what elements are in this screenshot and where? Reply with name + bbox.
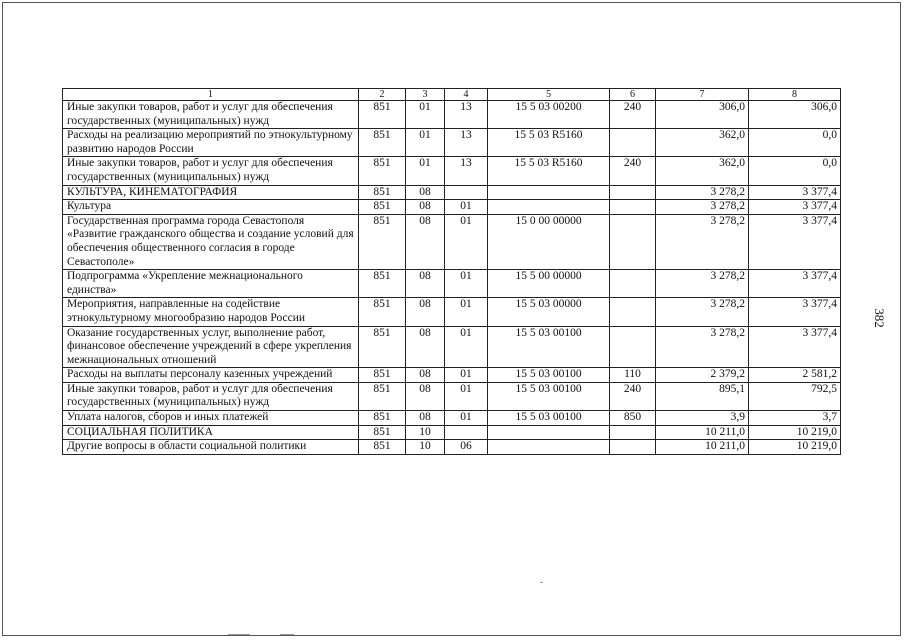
cell-subsection: 13 (445, 101, 488, 129)
row-name: Культура (63, 200, 359, 215)
column-number: 8 (749, 89, 841, 101)
cell-target-article: 15 5 00 00000 (488, 270, 610, 298)
table-row (63, 298, 841, 326)
cell-grbs: 851 (359, 440, 406, 455)
cell-target-article (488, 200, 610, 215)
cell-grbs: 851 (359, 425, 406, 440)
cell-amount-year1: 3 278,2 (656, 185, 749, 200)
column-number: 4 (445, 89, 488, 101)
table-row (63, 270, 841, 298)
cell-subsection: 01 (445, 326, 488, 368)
cell-target-article (488, 440, 610, 455)
cell-subsection: 01 (445, 298, 488, 326)
column-number: 3 (406, 89, 445, 101)
row-name: Иные закупки товаров, работ и услуг для обеспечения государственных (муниципальных) нужд (63, 101, 359, 129)
cell-section: 10 (406, 440, 445, 455)
cell-section: 08 (406, 200, 445, 215)
table-row (63, 200, 841, 215)
cell-grbs: 851 (359, 368, 406, 383)
cell-section: 01 (406, 157, 445, 185)
row-name: Иные закупки товаров, работ и услуг для обеспечения государственных (муниципальных) нужд (63, 382, 359, 410)
cell-expense-type: 240 (610, 157, 656, 185)
cell-expense-type (610, 129, 656, 157)
cell-amount-year1: 306,0 (656, 101, 749, 129)
cell-subsection: 13 (445, 157, 488, 185)
cell-amount-year1: 3 278,2 (656, 270, 749, 298)
cell-subsection: 01 (445, 411, 488, 426)
table-row (63, 382, 841, 410)
column-number: 6 (610, 89, 656, 101)
cell-subsection: 01 (445, 200, 488, 215)
cell-amount-year1: 3,9 (656, 411, 749, 426)
cell-subsection: 01 (445, 214, 488, 269)
table-row (63, 157, 841, 185)
cell-amount-year2: 2 581,2 (749, 368, 841, 383)
cell-expense-type: 240 (610, 382, 656, 410)
cell-grbs: 851 (359, 326, 406, 368)
cell-grbs: 851 (359, 200, 406, 215)
cell-subsection: 01 (445, 382, 488, 410)
cell-expense-type (610, 270, 656, 298)
row-name: СОЦИАЛЬНАЯ ПОЛИТИКА (63, 425, 359, 440)
cell-grbs: 851 (359, 185, 406, 200)
row-name: Расходы на выплаты персоналу казенных учреждений (63, 368, 359, 383)
cell-amount-year2: 3 377,4 (749, 200, 841, 215)
cell-grbs: 851 (359, 214, 406, 269)
cell-subsection: 01 (445, 270, 488, 298)
table-row (63, 326, 841, 368)
cell-amount-year2: 3 377,4 (749, 326, 841, 368)
scan-speck (280, 634, 294, 635)
cell-amount-year1: 3 278,2 (656, 214, 749, 269)
cell-amount-year1: 362,0 (656, 157, 749, 185)
cell-target-article: 15 5 03 R5160 (488, 157, 610, 185)
cell-amount-year2: 10 219,0 (749, 425, 841, 440)
cell-section: 08 (406, 185, 445, 200)
table-row (63, 411, 841, 426)
cell-grbs: 851 (359, 157, 406, 185)
column-number: 7 (656, 89, 749, 101)
cell-subsection: 13 (445, 129, 488, 157)
cell-section: 10 (406, 425, 445, 440)
cell-target-article: 15 5 03 00100 (488, 326, 610, 368)
row-name: Уплата налогов, сборов и иных платежей (63, 411, 359, 426)
cell-expense-type (610, 440, 656, 455)
cell-target-article: 15 5 03 00100 (488, 368, 610, 383)
row-name: Другие вопросы в области социальной политики (63, 440, 359, 455)
row-name: Мероприятия, направленные на содействие этнокультурному многообразию народов России (63, 298, 359, 326)
cell-subsection (445, 185, 488, 200)
cell-expense-type: 240 (610, 101, 656, 129)
cell-expense-type (610, 185, 656, 200)
cell-expense-type: 110 (610, 368, 656, 383)
cell-section: 08 (406, 368, 445, 383)
cell-amount-year1: 3 278,2 (656, 326, 749, 368)
row-name: Государственная программа города Севастополя «Развитие гражданского общества и создание условий для обеспечения общественного согласия в городе Севастополе» (63, 214, 359, 269)
cell-grbs: 851 (359, 101, 406, 129)
table-row (63, 101, 841, 129)
table-row (63, 214, 841, 269)
column-number-row (63, 89, 841, 101)
row-name: Расходы на реализацию мероприятий по этнокультурному развитию народов России (63, 129, 359, 157)
scan-speck (228, 634, 250, 635)
row-name: Иные закупки товаров, работ и услуг для обеспечения государственных (муниципальных) нужд (63, 157, 359, 185)
cell-grbs: 851 (359, 382, 406, 410)
table-row (63, 368, 841, 383)
cell-amount-year2: 3 377,4 (749, 214, 841, 269)
cell-expense-type (610, 326, 656, 368)
cell-amount-year1: 2 379,2 (656, 368, 749, 383)
column-number: 1 (63, 89, 359, 101)
cell-target-article: 15 5 03 00100 (488, 411, 610, 426)
budget-table (62, 88, 841, 455)
cell-amount-year2: 0,0 (749, 129, 841, 157)
table-row (63, 129, 841, 157)
cell-section: 01 (406, 129, 445, 157)
cell-grbs: 851 (359, 411, 406, 426)
cell-amount-year2: 3 377,4 (749, 298, 841, 326)
row-name: Подпрограмма «Укрепление межнационального единства» (63, 270, 359, 298)
cell-section: 08 (406, 382, 445, 410)
cell-expense-type (610, 214, 656, 269)
cell-section: 08 (406, 326, 445, 368)
cell-amount-year1: 10 211,0 (656, 440, 749, 455)
cell-expense-type (610, 200, 656, 215)
cell-subsection: 06 (445, 440, 488, 455)
cell-amount-year1: 362,0 (656, 129, 749, 157)
cell-amount-year1: 895,1 (656, 382, 749, 410)
cell-target-article (488, 185, 610, 200)
cell-amount-year2: 792,5 (749, 382, 841, 410)
cell-amount-year1: 3 278,2 (656, 200, 749, 215)
cell-section: 08 (406, 214, 445, 269)
cell-amount-year2: 3,7 (749, 411, 841, 426)
cell-amount-year2: 10 219,0 (749, 440, 841, 455)
cell-target-article: 15 5 03 00200 (488, 101, 610, 129)
cell-target-article: 15 0 00 00000 (488, 214, 610, 269)
cell-target-article: 15 5 03 00000 (488, 298, 610, 326)
cell-section: 08 (406, 270, 445, 298)
cell-amount-year1: 10 211,0 (656, 425, 749, 440)
cell-subsection: 01 (445, 368, 488, 383)
cell-expense-type: 850 (610, 411, 656, 426)
cell-section: 08 (406, 411, 445, 426)
cell-amount-year2: 3 377,4 (749, 185, 841, 200)
cell-subsection (445, 425, 488, 440)
cell-section: 08 (406, 298, 445, 326)
table-row (63, 425, 841, 440)
cell-grbs: 851 (359, 298, 406, 326)
cell-target-article (488, 425, 610, 440)
column-number: 2 (359, 89, 406, 101)
cell-target-article: 15 5 03 R5160 (488, 129, 610, 157)
cell-target-article: 15 5 03 00100 (488, 382, 610, 410)
cell-amount-year2: 0,0 (749, 157, 841, 185)
table-body (63, 101, 841, 455)
cell-section: 01 (406, 101, 445, 129)
page-number: 382 (872, 308, 887, 328)
scan-speck (540, 582, 543, 583)
cell-amount-year2: 306,0 (749, 101, 841, 129)
row-name: КУЛЬТУРА, КИНЕМАТОГРАФИЯ (63, 185, 359, 200)
cell-amount-year2: 3 377,4 (749, 270, 841, 298)
column-number: 5 (488, 89, 610, 101)
cell-grbs: 851 (359, 129, 406, 157)
cell-expense-type (610, 425, 656, 440)
cell-grbs: 851 (359, 270, 406, 298)
cell-amount-year1: 3 278,2 (656, 298, 749, 326)
row-name: Оказание государственных услуг, выполнение работ, финансовое обеспечение учреждений в сфере укрепления межнациональных отношений (63, 326, 359, 368)
cell-expense-type (610, 298, 656, 326)
table-row (63, 440, 841, 455)
table-row (63, 185, 841, 200)
